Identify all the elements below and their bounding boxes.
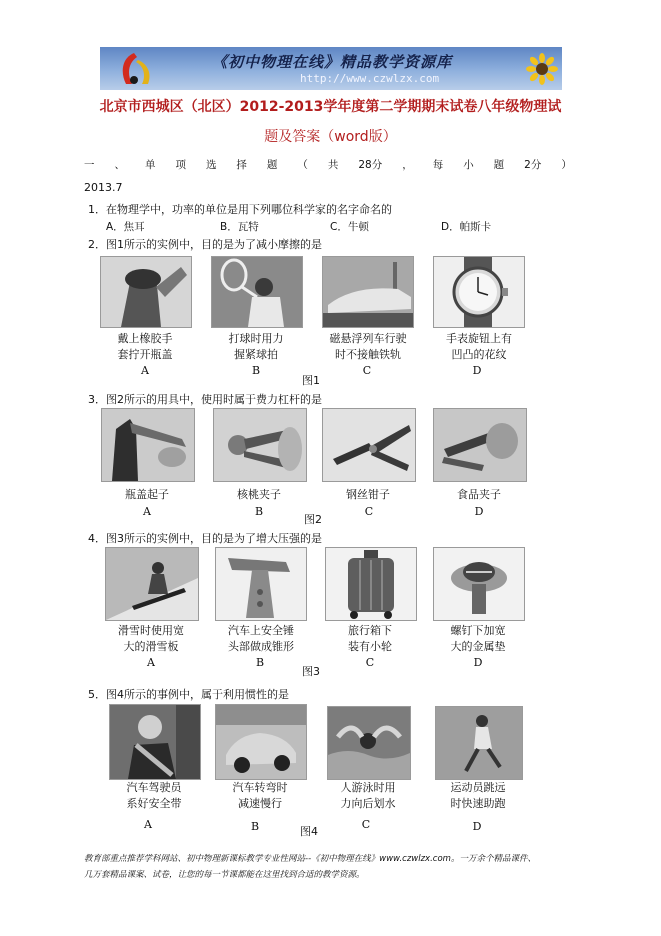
exam-date: 2013.7: [84, 181, 123, 194]
banner-title: 《初中物理在线》精品教学资源库: [212, 53, 453, 71]
figure-4-label: 图4: [300, 825, 318, 838]
caption-line: 大的滑雪板: [123, 640, 179, 653]
section-char: 共: [327, 159, 339, 171]
section-char: 小: [463, 159, 474, 171]
caption-line: 系好安全带: [126, 797, 182, 810]
q5-letter-d[interactable]: D: [472, 820, 482, 833]
figure-3-label: 图3: [302, 665, 320, 678]
q5-letter-c[interactable]: C: [361, 818, 371, 831]
caption-line: 头部做成锥形: [228, 640, 294, 653]
caption-line: 手表旋钮上有: [446, 332, 512, 345]
tennis-player-photo: [211, 256, 303, 328]
q4-letter-a[interactable]: A: [147, 656, 155, 669]
figure-2-label: 图2: [304, 513, 322, 526]
caption-line: 人游泳时用: [340, 781, 396, 794]
q5-letter-b[interactable]: B: [250, 820, 260, 833]
q3-caption-d: 食品夹子: [457, 488, 501, 501]
q3-letter-d[interactable]: D: [474, 505, 484, 518]
caption-line: 时不接触铁轨: [335, 348, 401, 361]
caption-line: 旅行箱下: [348, 624, 392, 637]
caption-line: 磁悬浮列车行驶: [329, 332, 407, 345]
turning-car-photo: [215, 704, 307, 780]
q1-option-b[interactable]: B．瓦特: [220, 221, 259, 233]
question-4: 4．图3所示的实例中，目的是为了增大压强的是: [88, 532, 322, 545]
question-3: 3．图2所示的用具中，使用时属于费力杠杆的是: [88, 393, 322, 406]
caption-line: 套拧开瓶盖: [117, 348, 173, 361]
q1-option-d[interactable]: D．帕斯卡: [441, 221, 492, 233]
q3-caption-b: 核桃夹子: [237, 488, 281, 501]
section-char: 择: [236, 159, 247, 171]
q4-caption-a: [100, 623, 202, 655]
section-char: 选: [205, 159, 217, 171]
caption-line: 握紧球拍: [234, 348, 278, 361]
section-char: （: [297, 159, 308, 171]
q2-caption-a: [94, 331, 196, 363]
section-char: 2分: [524, 159, 542, 171]
section-char: 项: [175, 159, 186, 171]
question-2: 2．图1所示的实例中，目的是为了减小摩擦的是: [88, 238, 322, 251]
q2-letter-d[interactable]: D: [472, 364, 482, 377]
q3-letter-a[interactable]: A: [143, 505, 151, 518]
q3-letter-b[interactable]: B: [254, 505, 264, 518]
q4-letter-c[interactable]: C: [365, 656, 375, 669]
site-logo-icon: [112, 50, 156, 88]
q4-caption-b: [209, 623, 313, 655]
q2-caption-d: [424, 331, 534, 363]
walnut-cracker-photo: [213, 408, 307, 482]
q2-letter-a[interactable]: A: [141, 364, 149, 377]
suitcase-photo: [325, 547, 417, 621]
caption-line: 汽车转弯时: [232, 781, 288, 794]
caption-line: 时快速助跑: [450, 797, 506, 810]
caption-line: 戴上橡胶手: [117, 332, 173, 345]
snowboarder-photo: [105, 547, 199, 621]
section-char: ，: [402, 159, 413, 171]
watch-photo: [433, 256, 525, 328]
figure-1-label: 图1: [302, 374, 320, 387]
q3-caption-c: 钢丝钳子: [346, 488, 390, 501]
caption-line: 大的金属垫: [450, 640, 506, 653]
section-char: 题: [493, 159, 505, 171]
caption-line: 汽车上安全锤: [228, 624, 294, 637]
swimmer-photo: [327, 706, 411, 780]
section-char: ）: [561, 159, 572, 171]
page-title-line1: 北京市西城区（北区）2012-2013学年度第二学期期末试卷八年级物理试: [99, 99, 562, 115]
caption-line: 装有小轮: [348, 640, 392, 653]
sunflower-icon: [526, 53, 558, 85]
footer-line-1: 教育部重点推荐学科网站、初中物理新课标教学专业性网站--《初中物理在线》www.czwlzx.com。一万余个精品课件、: [84, 854, 536, 864]
banner-url[interactable]: http://www.czwlzx.com: [300, 72, 440, 85]
q4-caption-c: [325, 623, 415, 655]
page-title-line2: 题及答案（word版）: [264, 129, 397, 145]
question-1: 1．在物理学中，功率的单位是用下列哪位科学家的名字命名的: [88, 203, 392, 216]
caption-line: 力向后划水: [340, 797, 396, 810]
bottle-opener-photo: [101, 408, 195, 482]
caption-line: 减速慢行: [238, 797, 282, 810]
q5-caption-b: [208, 780, 312, 812]
q2-caption-c: [312, 331, 424, 363]
header-banner: [100, 47, 562, 90]
long-jumper-photo: [435, 706, 523, 780]
caption-line: 运动员跳远: [450, 781, 506, 794]
caption-line: 打球时用力: [228, 332, 284, 345]
section-char: 题: [266, 159, 278, 171]
caption-line: 螺钉下加宽: [450, 624, 506, 637]
driver-seatbelt-photo: [109, 704, 201, 780]
q3-letter-c[interactable]: C: [364, 505, 374, 518]
q1-option-c[interactable]: C．牛顿: [330, 221, 369, 233]
pliers-photo: [322, 408, 416, 482]
q2-caption-b: [205, 331, 307, 363]
q4-caption-d: [428, 623, 528, 655]
section-char: 、: [114, 159, 125, 171]
q5-caption-d: [428, 780, 528, 812]
caption-line: 滑雪时使用宽: [118, 624, 184, 637]
footer-note: [84, 851, 584, 883]
bottle-cap-glove-photo: [100, 256, 192, 328]
maglev-train-photo: [322, 256, 414, 328]
caption-line: 汽车驾驶员: [126, 781, 182, 794]
q2-letter-b[interactable]: B: [251, 364, 261, 377]
q5-letter-a[interactable]: A: [144, 818, 152, 831]
footer-line-2: 几万套精品课案、试卷，让您的每一节课都能在这里找到合适的教学资源。: [84, 870, 365, 880]
q4-letter-b[interactable]: B: [255, 656, 265, 669]
safety-hammer-photo: [215, 547, 307, 621]
screw-washer-photo: [433, 547, 525, 621]
section-char: 每: [432, 159, 444, 171]
q4-letter-d[interactable]: D: [473, 656, 483, 669]
q5-caption-c: [318, 780, 418, 812]
section-char: 一: [84, 159, 95, 171]
section-header: [84, 157, 572, 172]
section-char: 28分: [358, 159, 383, 171]
food-tongs-photo: [433, 408, 527, 482]
caption-line: 凹凸的花纹: [451, 348, 507, 361]
q1-option-a[interactable]: A．焦耳: [106, 221, 145, 233]
q2-letter-c[interactable]: C: [362, 364, 372, 377]
question-5: 5．图4所示的事例中，属于利用惯性的是: [88, 688, 289, 701]
section-char: 单: [144, 159, 156, 171]
q5-caption-a: [104, 780, 204, 812]
q3-caption-a: 瓶盖起子: [125, 488, 169, 501]
